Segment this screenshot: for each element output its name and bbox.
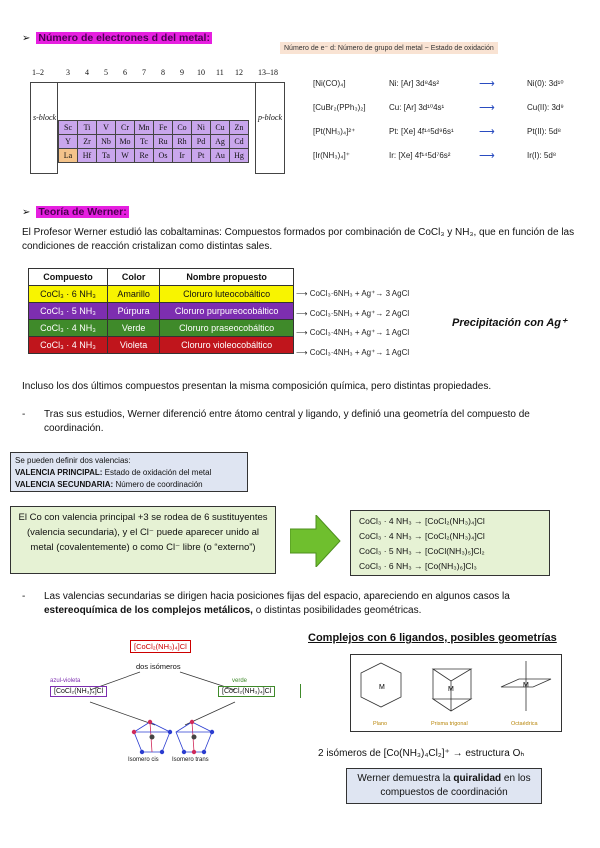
cis-isomer-icon xyxy=(132,720,172,754)
formula-item: CoCl₃ · 4 NH₃ → [CoCl₂(NH₃)₄]Cl xyxy=(359,531,485,541)
reaction-text: CoCl₃·5NH₃ + Ag⁺→ 2 AgCl xyxy=(309,308,410,318)
table-cell-name: Cloruro purpureocobáltico xyxy=(160,303,294,320)
geometries-title: Complejos con 6 ligandos, posibles geometrías xyxy=(308,632,557,644)
config-complex: [Ni(CO)₄] xyxy=(313,79,346,88)
formula-item: CoCl₃ · 4 NH₃ → [CoCl₂(NH₃)₄]Cl xyxy=(359,516,485,526)
secondary-label: VALENCIA SECUNDARIA: xyxy=(15,480,114,489)
element-cell: Zn xyxy=(230,121,249,135)
left-isomer-label: azul-violeta xyxy=(50,678,81,684)
col-header: Nombre propuesto xyxy=(160,269,294,286)
periodic-table xyxy=(30,68,285,176)
shape-label: Octaédrica xyxy=(511,721,538,727)
green-arrow-icon xyxy=(290,515,342,567)
group-label: 13–18 xyxy=(258,68,278,77)
chirality-part-a: Werner demuestra la xyxy=(357,773,454,784)
p-block xyxy=(255,82,285,174)
element-cell: Ru xyxy=(154,135,173,149)
element-cell: La xyxy=(59,149,78,163)
left-isomer-formula: [CoCl₂(NH₃)₄]Cl xyxy=(50,686,107,697)
element-cell: Ta xyxy=(97,149,116,163)
right-arrow-icon: ⟶ xyxy=(479,126,495,138)
table-cell-compound: CoCl₃ · 4 NH₃ xyxy=(29,320,108,337)
right-isomer-formula: [CoCl₂(NH₃)₄]Cl xyxy=(218,686,275,697)
element-cell: Hg xyxy=(230,149,249,163)
element-cell: Ti xyxy=(78,121,97,135)
table-row xyxy=(29,337,294,354)
top-gap xyxy=(58,82,255,120)
element-cell: Cr xyxy=(116,121,135,135)
config-electrons: Ni: [Ar] 3d⁸4s² xyxy=(389,79,440,88)
table-row xyxy=(29,320,294,337)
config-result: Ir(I): 5d⁸ xyxy=(527,151,557,160)
short-arrow-icon: ⟶ xyxy=(296,328,310,337)
shape-label: Plano xyxy=(373,721,388,727)
bullet2-part-c: o distintas posibilidades geométricas. xyxy=(252,605,422,616)
right-arrow-icon: ⟶ xyxy=(479,150,495,162)
element-cell: Au xyxy=(211,149,230,163)
table-cell-name: Cloruro luteocobáltico xyxy=(160,286,294,303)
element-cell: V xyxy=(97,121,116,135)
right-arrow-icon: ⟶ xyxy=(479,102,495,114)
element-cell: W xyxy=(116,149,135,163)
table-cell-name: Cloruro praseocobáltico xyxy=(160,320,294,337)
element-cell: Co xyxy=(173,121,192,135)
config-electrons: Pt: [Xe] 4f¹⁴5d⁹6s¹ xyxy=(389,127,454,136)
s-block-label: s-block xyxy=(33,113,57,122)
col-header: Compuesto xyxy=(29,269,108,286)
element-cell: Ni xyxy=(192,121,211,135)
geometry-drawings xyxy=(351,655,563,721)
group-label: 1–2 xyxy=(32,68,44,77)
cobaltamine-table xyxy=(28,268,294,354)
config-electrons: Ir: [Xe] 4f¹⁴5d⁷6s² xyxy=(389,151,451,160)
chirality-part-c: en los compuestos de coordinación xyxy=(380,773,531,798)
principal-label: VALENCIA PRINCIPAL: xyxy=(15,468,103,477)
group-label: 11 xyxy=(216,68,224,77)
config-complex: [Ir(NH₃)₄]⁺ xyxy=(313,151,350,160)
s-block xyxy=(30,82,58,174)
formula-box: Número de e⁻ d: Número de grupo del metal − Estado de oxidación xyxy=(280,42,498,54)
config-result: Cu(II): 3d⁹ xyxy=(527,103,564,112)
group-label: 4 xyxy=(85,68,89,77)
col-header: Color xyxy=(108,269,160,286)
svg-text:M: M xyxy=(448,686,454,693)
table-cell-name: Cloruro violeocobáltico xyxy=(160,337,294,354)
element-cell: Cd xyxy=(230,135,249,149)
valence-intro: Se pueden definir dos valencias: xyxy=(15,456,131,465)
section2-heading xyxy=(22,202,129,220)
bullet2-part-a: Las valencias secundarias se dirigen hacia posiciones fijas del espacio, apareciendo en algunos casos la xyxy=(44,591,510,602)
element-cell: Mn xyxy=(135,121,154,135)
section1-title: Número de electrones d del metal: xyxy=(38,32,210,44)
isomer-line: 2 isómeros de [Co(NH₃)₄Cl₂]⁺ → estructura Oₕ xyxy=(318,748,525,759)
formula-list xyxy=(350,510,550,576)
short-arrow-icon: ⟶ xyxy=(296,347,310,357)
short-arrow-icon: ⟶ xyxy=(296,289,310,298)
right-arrow-icon: ⟶ xyxy=(479,78,495,90)
config-complex: [Pt(NH₃)₄]²⁺ xyxy=(313,127,356,136)
reaction-item xyxy=(296,304,456,324)
table-cell-compound: CoCl₃ · 6 NH₃ xyxy=(29,286,108,303)
element-cell: Mo xyxy=(116,135,135,149)
trans-isomer-icon xyxy=(176,720,214,754)
trans-label: Isomero trans xyxy=(172,757,209,763)
group-label: 5 xyxy=(104,68,108,77)
werner-intro: El Profesor Werner estudió las cobaltaminas: Compuestos formados por combinación de CoCl₃ y NH₃, que en función de las condiciones de reacción cristalizan como distintas sales. xyxy=(22,227,575,252)
bullet-arrow-icon: ➢ xyxy=(22,207,31,218)
config-result: Ni(0): 3d¹⁰ xyxy=(527,79,564,88)
cobalt-explanation: El Co con valencia principal +3 se rodea de 6 sustituyentes (valencia secundaria), y el Cl⁻ puede aparecer unido al metal (covalentemente) o como Cl⁻ libre (o “externo”) xyxy=(10,506,276,574)
group-label: 7 xyxy=(142,68,146,77)
config-row xyxy=(313,96,593,120)
isomer-top-formula: [CoCl₂(NH₃)₄]Cl xyxy=(130,640,191,653)
group-label: 6 xyxy=(123,68,127,77)
config-result: Pt(II): 5d⁸ xyxy=(527,127,562,136)
section1-heading xyxy=(22,28,212,46)
note-text: Incluso los dos últimos compuestos presentan la misma composición química, pero distintas propiedades. xyxy=(22,381,492,392)
config-complex: [CuBr₂(PPh₃)₂] xyxy=(313,103,366,112)
section2-title: Teoría de Werner: xyxy=(38,206,127,218)
d-block-table xyxy=(58,120,249,163)
bullet2-part-b: estereoquímica de los complejos metálicos, xyxy=(44,605,253,616)
element-cell: Ag xyxy=(211,135,230,149)
element-cell: Tc xyxy=(135,135,154,149)
p-block-label: p-block xyxy=(258,113,282,122)
cis-label: Isomero cis xyxy=(128,757,159,763)
group-label: 10 xyxy=(197,68,205,77)
reaction-item xyxy=(296,343,456,363)
element-cell: Rh xyxy=(173,135,192,149)
config-electrons: Cu: [Ar] 3d¹⁰4s¹ xyxy=(389,103,445,112)
table-cell-color: Amarillo xyxy=(108,286,160,303)
chirality-part-b: quiralidad xyxy=(453,773,502,784)
table-row xyxy=(29,303,294,320)
group-label: 8 xyxy=(161,68,165,77)
bullet1-text: Tras sus estudios, Werner diferenció entre átomo central y ligando, y definió una geometría del compuesto de coordinación. xyxy=(44,409,530,434)
bullet-dash: - xyxy=(22,591,26,602)
element-cell: Re xyxy=(135,149,154,163)
planar-hexagon-icon xyxy=(361,663,401,707)
isomer-lines xyxy=(30,640,300,780)
bullet-dash: - xyxy=(22,409,26,420)
element-cell: Hf xyxy=(78,149,97,163)
table-cell-compound: CoCl₃ · 5 NH₃ xyxy=(29,303,108,320)
bullet2-text xyxy=(44,590,584,618)
formula-item: CoCl₃ · 5 NH₃ → [CoCl(NH₃)₅]Cl₂ xyxy=(359,546,485,556)
table-cell-color: Púrpura xyxy=(108,303,160,320)
element-cell: Pd xyxy=(192,135,211,149)
group-label: 9 xyxy=(180,68,184,77)
formula-item: CoCl₃ · 6 NH₃ → [Co(NH₃)₆]Cl₃ xyxy=(359,561,477,571)
element-cell: Y xyxy=(59,135,78,149)
element-cell: Nb xyxy=(97,135,116,149)
shape-label: Prisma trigonal xyxy=(431,721,468,727)
d-block-row xyxy=(59,149,249,163)
element-cell: Pt xyxy=(192,149,211,163)
element-cell: Ir xyxy=(173,149,192,163)
config-row xyxy=(313,120,593,144)
table-cell-color: Violeta xyxy=(108,337,160,354)
table-cell-compound: CoCl₃ · 4 NH₃ xyxy=(29,337,108,354)
reaction-item xyxy=(296,284,456,304)
config-row xyxy=(313,72,593,96)
chirality-box xyxy=(346,768,542,804)
geometries-box xyxy=(350,654,562,732)
element-cell: Zr xyxy=(78,135,97,149)
reaction-text: CoCl₃·4NH₃ + Ag⁺→ 1 AgCl xyxy=(309,328,410,337)
element-cell: Os xyxy=(154,149,173,163)
group-label: 3 xyxy=(66,68,70,77)
valence-secondary xyxy=(15,479,243,491)
reaction-list xyxy=(296,284,456,362)
secondary-text: Número de coordinación xyxy=(113,480,203,489)
element-cell: Sc xyxy=(59,121,78,135)
bullet-arrow-icon: ➢ xyxy=(22,33,31,44)
right-isomer-label: verde xyxy=(232,678,248,684)
reaction-item xyxy=(296,323,456,343)
trigonal-prism-icon xyxy=(433,669,471,711)
element-cell: Fe xyxy=(154,121,173,135)
element-cell: Cu xyxy=(211,121,230,135)
octahedral-icon xyxy=(501,661,551,711)
valence-principal xyxy=(15,467,243,479)
valence-box xyxy=(10,452,248,492)
svg-text:M: M xyxy=(523,682,529,689)
divider xyxy=(300,684,301,698)
reaction-text: CoCl₃·6NH₃ + Ag⁺→ 3 AgCl xyxy=(309,289,410,298)
config-row xyxy=(313,144,593,168)
group-label: 12 xyxy=(235,68,243,77)
svg-text:M: M xyxy=(379,684,385,691)
table-cell-color: Verde xyxy=(108,320,160,337)
isomer-subtitle: dos isómeros xyxy=(136,662,181,671)
d-block-row xyxy=(59,121,249,135)
reaction-text: CoCl₃·4NH₃ + Ag⁺→ 1 AgCl xyxy=(309,347,410,357)
electron-config-list xyxy=(313,72,593,168)
precipitation-label: Precipitación con Ag⁺ xyxy=(452,317,567,329)
table-row xyxy=(29,286,294,303)
isomer-diagram xyxy=(30,640,300,780)
d-block-row xyxy=(59,135,249,149)
short-arrow-icon: ⟶ xyxy=(296,308,310,318)
principal-text: Estado de oxidación del metal xyxy=(102,468,212,477)
